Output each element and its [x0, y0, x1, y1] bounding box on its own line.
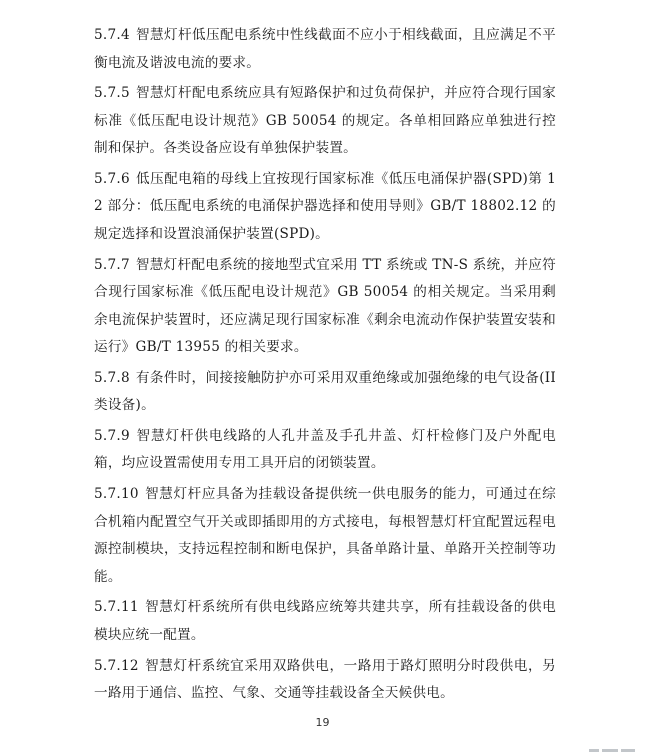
clause-text: 智慧灯杆系统宜采用双路供电，一路用于路灯照明分时段供电，另一路用于通信、监控、气象、交通等挂载设备全天候供电。: [94, 657, 556, 701]
page-number: 19: [315, 716, 330, 729]
clause-number: 5.7.12: [94, 657, 139, 674]
clause-number: 5.7.8: [94, 369, 130, 386]
clause-text: 智慧灯杆低压配电系统中性线截面不应小于相线截面，且应满足不平衡电流及谐波电流的要求。: [94, 27, 556, 71]
clause-5-7-5: [94, 80, 556, 163]
scan-artifact: [589, 748, 637, 752]
clause-text: 低压配电箱的母线上宜按现行国家标准《低压电涌保护器(SPD)第 12 部分：低压配电系统的电涌保护器选择和使用导则》GB/T 18802.12 的规定选择和设置浪涌保护装置(SPD)。: [94, 170, 556, 242]
clause-5-7-8: [94, 365, 556, 420]
document-body: [94, 22, 556, 711]
clause-number: 5.7.7: [94, 256, 130, 273]
clause-5-7-12: [94, 653, 556, 708]
clause-text: 智慧灯杆应具备为挂载设备提供统一供电服务的能力，可通过在综合机箱内配置空气开关或即插即用的方式接电，每根智慧灯杆宜配置远程电源控制模块，支持远程控制和断电保护，具备单路计量、单路开关控制等功能。: [94, 486, 556, 585]
clause-number: 5.7.10: [94, 486, 139, 503]
clause-number: 5.7.6: [94, 170, 130, 187]
clause-text: 智慧灯杆配电系统应具有短路保护和过负荷保护，并应符合现行国家标准《低压配电设计规范》GB 50054 的规定。各单相回路应单独进行控制和保护。各类设备应设有单独保护装置。: [94, 85, 556, 157]
clause-5-7-6: [94, 166, 556, 249]
clause-number: 5.7.11: [94, 599, 139, 616]
clause-text: 智慧灯杆系统所有供电线路应统筹共建共享，所有挂载设备的供电模块应统一配置。: [94, 599, 556, 643]
clause-number: 5.7.4: [94, 27, 130, 43]
clause-number: 5.7.5: [94, 85, 130, 102]
clause-5-7-4: [94, 22, 556, 77]
clause-text: 智慧灯杆配电系统的接地型式宜采用 TT 系统或 TN-S 系统，并应符合现行国家标准《低压配电设计规范》GB 50054 的相关规定。当采用剩余电流保护装置时，还应满足现行国家标准《剩余电流动作保护装置安装和运行》GB/T 13955 的相关要求。: [94, 256, 556, 356]
clause-5-7-9: [94, 423, 556, 478]
clause-text: 智慧灯杆供电线路的人孔井盖及手孔井盖、灯杆检修门及户外配电箱，均应设置需使用专用工具开启的闭锁装置。: [94, 427, 556, 472]
clause-number: 5.7.9: [94, 427, 130, 444]
clause-5-7-10: [94, 481, 556, 591]
clause-text: 有条件时，间接接触防护亦可采用双重绝缘或加强绝缘的电气设备(II 类设备)。: [94, 369, 556, 414]
clause-5-7-7: [94, 252, 556, 362]
clause-5-7-11: [94, 594, 556, 649]
